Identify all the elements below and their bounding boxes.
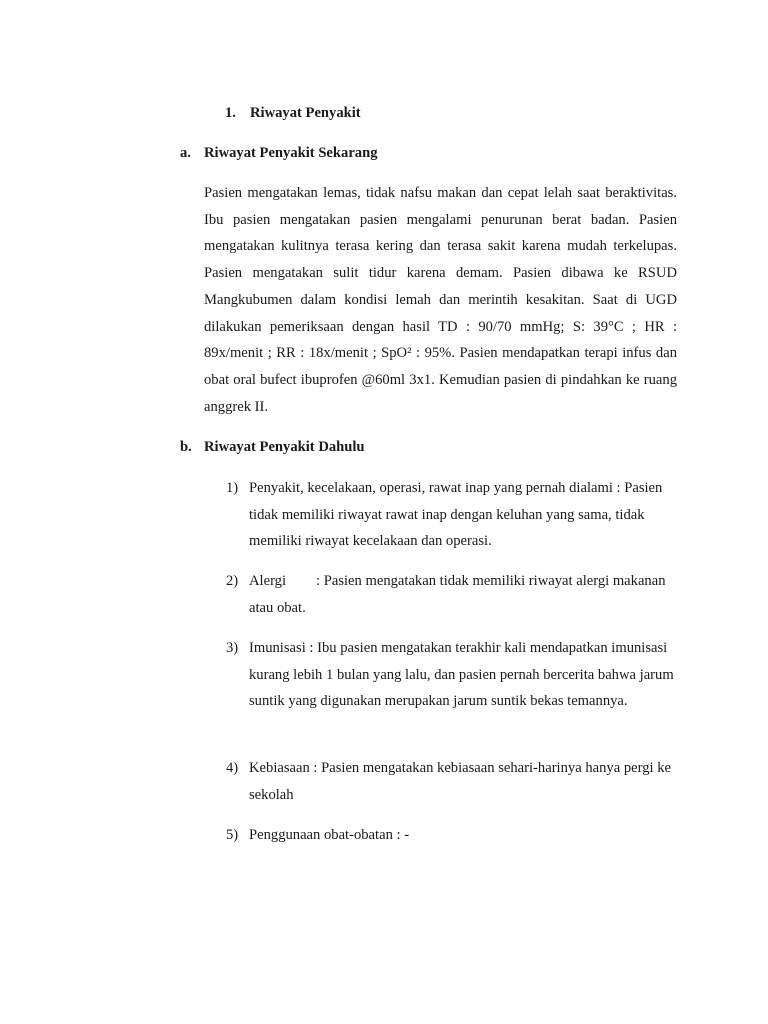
- list-item-text: Penggunaan obat-obatan : -: [249, 827, 410, 843]
- list-item: [226, 755, 678, 808]
- subheading-a-title: Riwayat Penyakit Sekarang: [204, 145, 378, 161]
- list-item-text: [249, 568, 678, 621]
- list-item-number: 5): [226, 827, 239, 843]
- section-heading: [225, 105, 361, 122]
- list-item: [226, 822, 678, 849]
- allergy-label: Alergi: [249, 573, 287, 589]
- subheading-a: [180, 145, 378, 162]
- section-title: Riwayat Penyakit: [250, 105, 361, 121]
- list-item-number: 1): [226, 480, 239, 496]
- subheading-b-title: Riwayat Penyakit Dahulu: [204, 439, 365, 455]
- list-item-text: Penyakit, kecelakaan, operasi, rawat inap yang pernah dialami : Pasien tidak memiliki riwayat rawat inap dengan keluhan yang sama, tidak memiliki riwayat kecelakaan dan operasi.: [249, 480, 663, 550]
- list-item: [226, 568, 678, 621]
- subheading-b: [180, 439, 365, 456]
- section-number: 1.: [225, 105, 236, 121]
- list-item: [226, 475, 678, 555]
- current-illness-paragraph: Pasien mengatakan lemas, tidak nafsu makan dan cepat lelah saat beraktivitas. Ibu pasien mengatakan pasien mengalami penurunan berat badan. Pasien mengatakan kulitnya terasa kering dan terasa sakit karena mudah terkelupas. Pasien mengatakan sulit tidur karena demam. Pasien dibawa ke RSUD Mangkubumen dalam kondisi lemah dan merintih kesakitan. Saat di UGD dilakukan pemeriksaan dengan hasil TD : 90/70 mmHg; S: 39°C ; HR : 89x/menit ; RR : 18x/menit ; SpO² : 95%. Pasien mendapatkan terapi infus dan obat oral bufect ibuprofen @60ml 3x1. Kemudian pasien di pindahkan ke ruang anggrek II.: [204, 185, 677, 415]
- subheading-a-letter: a.: [180, 145, 191, 161]
- list-item-text: Imunisasi : Ibu pasien mengatakan terakhir kali mendapatkan imunisasi kurang lebih 1 bulan yang lalu, dan pasien pernah bercerita bahwa jarum suntik yang digunakan merupakan jarum suntik bekas temannya.: [249, 640, 674, 710]
- list-item: [226, 635, 678, 715]
- list-item-number: 4): [226, 760, 239, 776]
- allergy-value: : Pasien mengatakan tidak memiliki riwayat alergi makanan atau obat.: [249, 573, 666, 616]
- list-item-number: 2): [226, 573, 239, 589]
- subheading-b-letter: b.: [180, 439, 192, 455]
- list-item-number: 3): [226, 640, 239, 656]
- list-item-text: Kebiasaan : Pasien mengatakan kebiasaan sehari-harinya hanya pergi ke sekolah: [249, 760, 671, 803]
